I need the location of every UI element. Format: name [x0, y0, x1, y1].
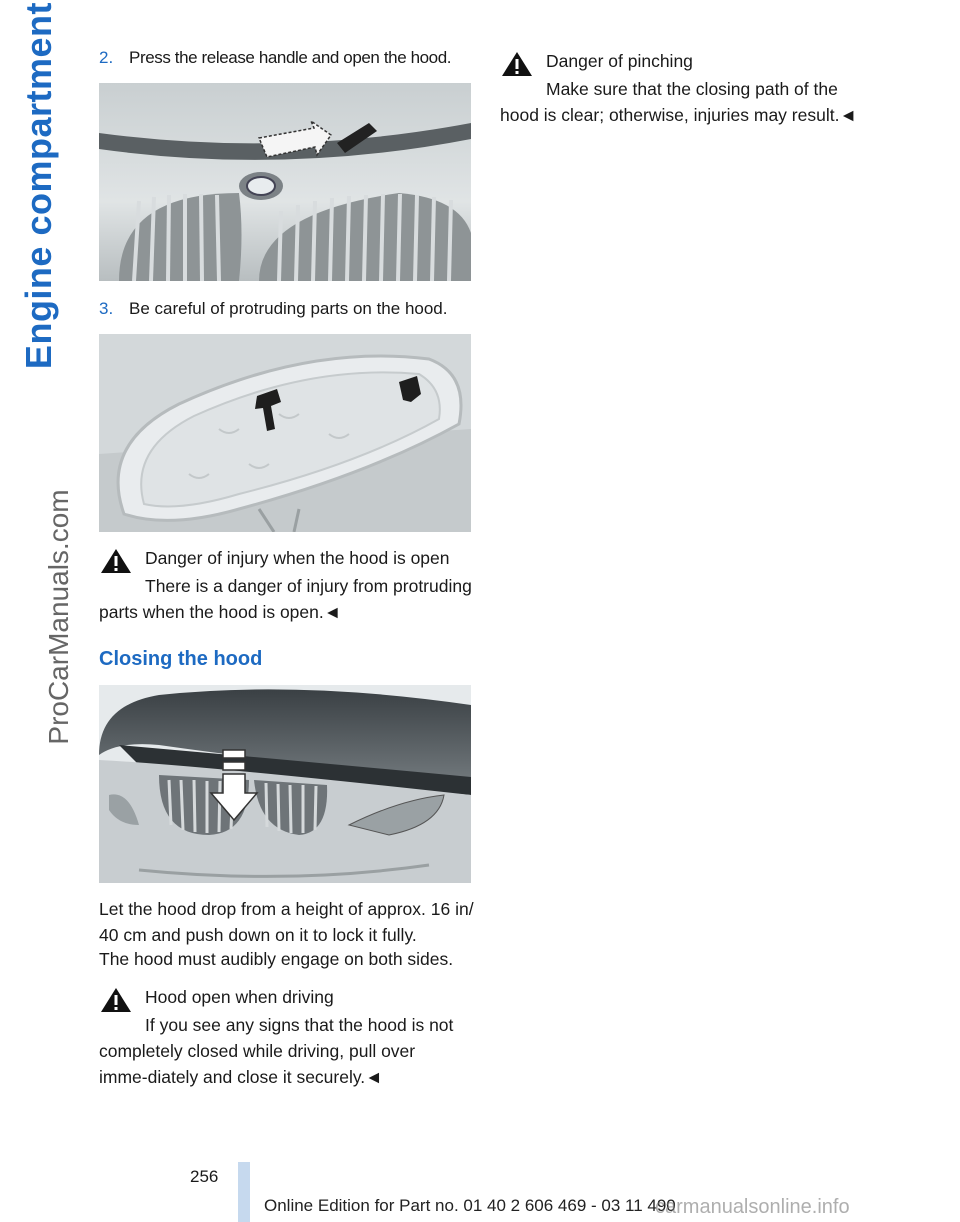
warning-triangle-icon	[99, 986, 133, 1014]
warning-triangle-icon	[500, 50, 534, 78]
warning-driving	[99, 984, 479, 1090]
section-heading: Closing the hood	[99, 648, 263, 670]
warning-body: If you see any signs that the hood is not completely closed while driving, pull over imme‑diately and close it securely.◄	[99, 1015, 454, 1087]
step-text: Be careful of protruding parts on the hood.	[129, 299, 448, 318]
warning-heading: Hood open when driving	[145, 987, 334, 1007]
warning-pinching	[500, 48, 865, 128]
warning-injury	[99, 545, 474, 625]
step-number: 3.	[99, 299, 114, 318]
edition-note: Online Edition for Part no. 01 40 2 606 469 - 03 11 490	[264, 1196, 676, 1215]
warning-body: There is a danger of injury from protruding parts when the hood is open.◄	[99, 576, 472, 622]
photo-release-handle	[99, 83, 471, 281]
warning-heading: Danger of pinching	[546, 51, 693, 71]
warning-triangle-icon	[99, 547, 133, 575]
warning-body: Make sure that the closing path of the hood is clear; otherwise, injuries may result.◄	[500, 79, 857, 125]
photo-hood-underside	[99, 334, 471, 532]
step-text: Press the release handle and open the hood.	[129, 48, 452, 67]
step-2	[99, 48, 451, 68]
step-3	[99, 299, 447, 319]
closing-note: The hood must audibly engage on both sides.	[99, 949, 454, 969]
closing-instruction: Let the hood drop from a height of approx. 16 in/ 40 cm and push down on it to lock it fully.	[99, 899, 474, 945]
section-title: Engine compartment	[18, 2, 59, 370]
page-number: 256	[190, 1167, 219, 1186]
step-number: 2.	[99, 48, 114, 67]
watermark-side: ProCarManuals.com	[43, 489, 74, 745]
watermark-bottom: carmanualsonline.info	[655, 1196, 850, 1218]
warning-heading: Danger of injury when the hood is open	[145, 548, 450, 568]
photo-closing-hood	[99, 685, 471, 883]
footer-bar	[238, 1162, 250, 1222]
